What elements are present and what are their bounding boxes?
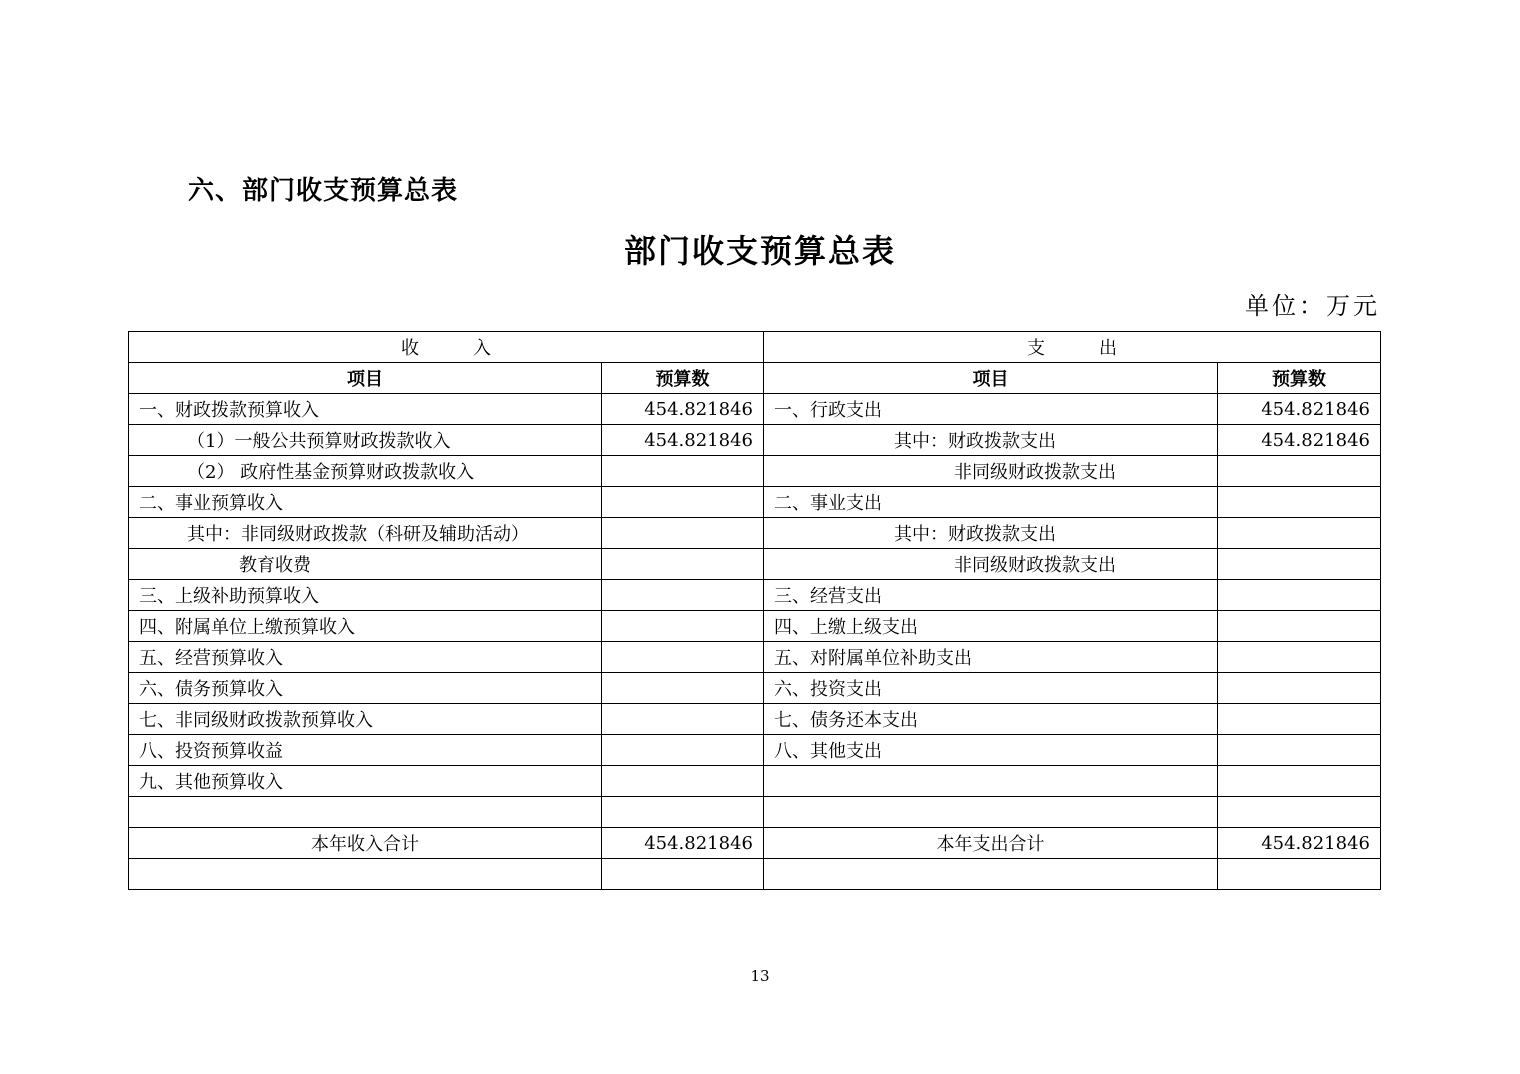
- section-header-row: [129, 332, 1381, 363]
- table-row: [129, 394, 1381, 425]
- total-income-value: 454.821846: [602, 828, 764, 859]
- expense-value-cell: [1218, 766, 1381, 797]
- table-row: [129, 766, 1381, 797]
- table-row: [129, 704, 1381, 735]
- income-item-cell: 五、经营预算收入: [129, 642, 602, 673]
- income-value-cell: [602, 673, 764, 704]
- expense-value-cell: [1218, 673, 1381, 704]
- income-item-cell: 八、投资预算收益: [129, 735, 602, 766]
- expense-value-cell: 454.821846: [1218, 425, 1381, 456]
- expense-item-cell: [764, 766, 1218, 797]
- income-value-cell: [602, 735, 764, 766]
- expense-item-cell: 八、其他支出: [764, 735, 1218, 766]
- income-value-cell: 454.821846: [602, 425, 764, 456]
- expense-value-cell: 454.821846: [1218, 394, 1381, 425]
- column-header-row: [129, 363, 1381, 394]
- expense-value-cell: [1218, 797, 1381, 828]
- income-item-cell: 其中：非同级财政拨款（科研及辅助活动）: [129, 518, 602, 549]
- income-item-cell: 一、财政拨款预算收入: [129, 394, 602, 425]
- expense-value-cell: [1218, 456, 1381, 487]
- income-item-cell: 三、上级补助预算收入: [129, 580, 602, 611]
- table-row: [129, 642, 1381, 673]
- income-item-cell: （1）一般公共预算财政拨款收入: [129, 425, 602, 456]
- table-row: [129, 673, 1381, 704]
- table-row: [129, 735, 1381, 766]
- table-row: [129, 611, 1381, 642]
- expense-item-cell: [764, 797, 1218, 828]
- income-value-cell: [602, 642, 764, 673]
- table-row: [129, 549, 1381, 580]
- income-value-cell: [602, 580, 764, 611]
- expense-item-cell: 五、对附属单位补助支出: [764, 642, 1218, 673]
- expense-item-cell: 六、投资支出: [764, 673, 1218, 704]
- table-cell: [1218, 859, 1381, 890]
- income-item-cell: （2） 政府性基金预算财政拨款收入: [129, 456, 602, 487]
- expense-header: 支 出: [764, 332, 1381, 363]
- expense-item-cell: 三、经营支出: [764, 580, 1218, 611]
- income-budget-header: 预算数: [602, 363, 764, 394]
- expense-item-cell: 四、上缴上级支出: [764, 611, 1218, 642]
- table-cell: [602, 859, 764, 890]
- income-item-cell: 九、其他预算收入: [129, 766, 602, 797]
- income-value-cell: [602, 549, 764, 580]
- income-item-cell: 六、债务预算收入: [129, 673, 602, 704]
- income-item-cell: 教育收费: [129, 549, 602, 580]
- expense-value-cell: [1218, 518, 1381, 549]
- page-number: 13: [750, 967, 770, 985]
- income-item-header: 项目: [129, 363, 602, 394]
- income-value-cell: [602, 704, 764, 735]
- table-row: [129, 797, 1381, 828]
- income-item-cell: 四、附属单位上缴预算收入: [129, 611, 602, 642]
- expense-item-cell: 二、事业支出: [764, 487, 1218, 518]
- income-value-cell: [602, 456, 764, 487]
- income-header: 收 入: [129, 332, 764, 363]
- page-title: 部门收支预算总表: [623, 232, 896, 270]
- income-value-cell: 454.821846: [602, 394, 764, 425]
- income-value-cell: [602, 797, 764, 828]
- expense-value-cell: [1218, 611, 1381, 642]
- table-row: [129, 518, 1381, 549]
- total-expense-label: 本年支出合计: [764, 828, 1218, 859]
- expense-item-cell: 非同级财政拨款支出: [764, 549, 1218, 580]
- expense-value-cell: [1218, 549, 1381, 580]
- table-row: [129, 456, 1381, 487]
- table-cell: [764, 859, 1218, 890]
- table-cell: [129, 859, 602, 890]
- expense-value-cell: [1218, 642, 1381, 673]
- income-item-cell: 二、事业预算收入: [129, 487, 602, 518]
- expense-item-header: 项目: [764, 363, 1218, 394]
- table-row: [129, 580, 1381, 611]
- total-income-label: 本年收入合计: [129, 828, 602, 859]
- table-row: [129, 425, 1381, 456]
- income-value-cell: [602, 518, 764, 549]
- expense-value-cell: [1218, 735, 1381, 766]
- income-item-cell: [129, 797, 602, 828]
- expense-item-cell: 七、债务还本支出: [764, 704, 1218, 735]
- table-row: [129, 487, 1381, 518]
- expense-value-cell: [1218, 580, 1381, 611]
- expense-value-cell: [1218, 704, 1381, 735]
- income-item-cell: 七、非同级财政拨款预算收入: [129, 704, 602, 735]
- income-value-cell: [602, 611, 764, 642]
- total-expense-value: 454.821846: [1218, 828, 1381, 859]
- expense-value-cell: [1218, 487, 1381, 518]
- expense-item-cell: 其中：财政拨款支出: [764, 425, 1218, 456]
- trailing-empty-row: [129, 859, 1381, 890]
- expense-item-cell: 一、行政支出: [764, 394, 1218, 425]
- section-heading: 六、部门收支预算总表: [188, 176, 459, 206]
- expense-budget-header: 预算数: [1218, 363, 1381, 394]
- total-row: [129, 828, 1381, 859]
- income-value-cell: [602, 766, 764, 797]
- expense-item-cell: 其中：财政拨款支出: [764, 518, 1218, 549]
- expense-item-cell: 非同级财政拨款支出: [764, 456, 1218, 487]
- unit-label: 单位：万元: [1245, 292, 1380, 320]
- income-value-cell: [602, 487, 764, 518]
- budget-table: [128, 331, 1381, 890]
